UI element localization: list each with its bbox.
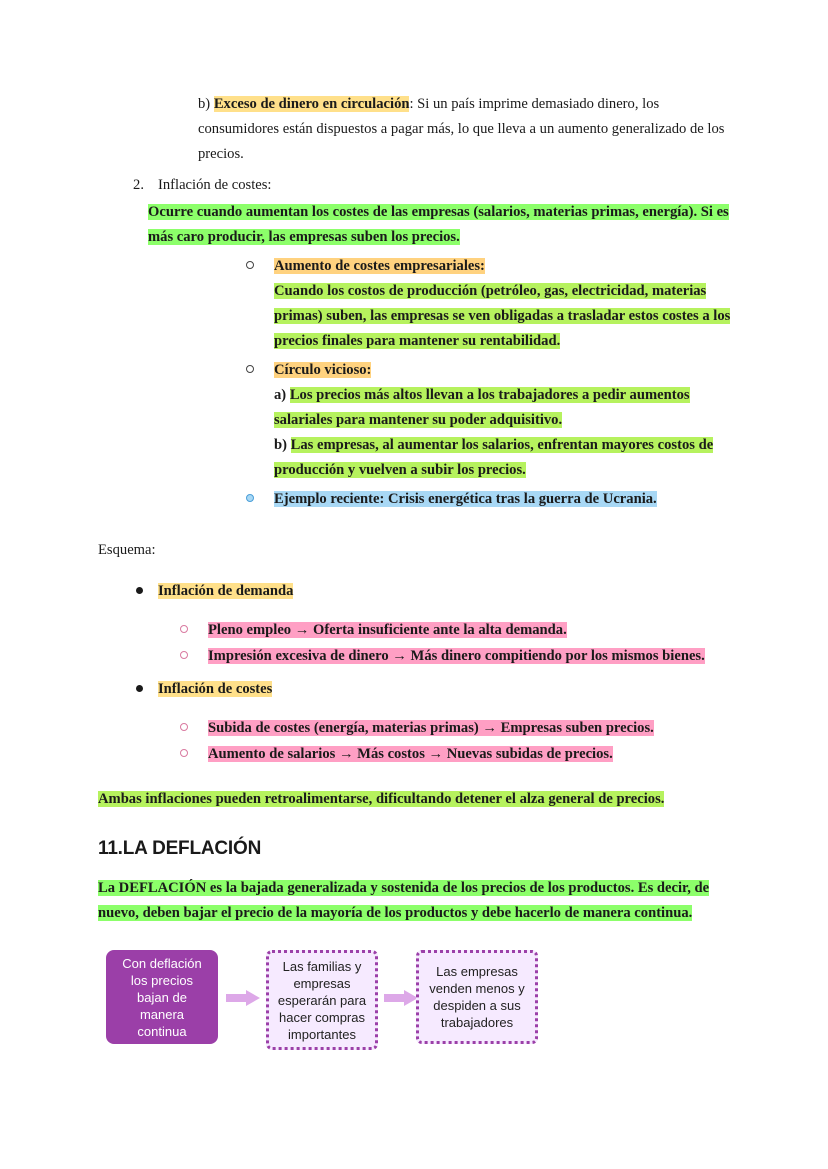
- circle-bullet-icon: [180, 723, 188, 731]
- sub-marker-b: b): [274, 437, 287, 453]
- deflacion-paragraph: La DEFLACIÓN es la bajada generalizada y sostenida de los precios de los productos. Es decir, de nuevo, deben bajar el precio de la mayoría de los productos y debe hacerlo de manera continua.: [98, 880, 710, 921]
- flow-box-3: Las empresas venden menos y despiden a sus trabajadores: [416, 950, 538, 1044]
- bullet-aumento-costes: [246, 254, 738, 279]
- item2-highlight-paragraph: Ocurre cuando aumentan los costes de las empresas (salarios, materias primas, energía). Si es más caro producir, las empresas suben los precios.: [148, 204, 729, 245]
- esquema-groups: [130, 579, 738, 767]
- esquema-group-demanda: [130, 579, 738, 604]
- circulo-vicioso-sub-b: b) Las empresas, al aumentar los salarios, enfrentan mayores costos de producción y vuelven a subir los precios.: [274, 437, 714, 478]
- item2-bullets: [246, 254, 738, 512]
- bullet-ejemplo-reciente: [246, 487, 738, 512]
- flow-box-1: Con deflación los precios bajan de manera continua: [106, 950, 218, 1044]
- esquema-demanda-items: [180, 618, 738, 669]
- list-item: Impresión excesiva de dinero → Más dinero compitiendo por los mismos bienes.: [180, 644, 738, 669]
- list-item: Subida de costes (energía, materias primas) → Empresas suben precios.: [180, 716, 738, 741]
- list-item: Pleno empleo → Oferta insuficiente ante la alta demanda.: [180, 618, 738, 643]
- flow-box-2: Las familias y empresas esperarán para hacer compras importantes: [266, 950, 378, 1050]
- circulo-vicioso-sub-a: a) Los precios más altos llevan a los trabajadores a pedir aumentos salariales para mantener su poder adquisitivo.: [274, 387, 690, 428]
- circle-bullet-icon: [180, 749, 188, 757]
- circle-bullet-icon: [246, 261, 254, 269]
- list-item: Aumento de salarios → Más costos → Nuevas subidas de precios.: [180, 742, 738, 767]
- circle-bullet-icon: [180, 651, 188, 659]
- esquema-label: Esquema:: [98, 542, 156, 558]
- arrow-right-icon: [384, 990, 418, 1006]
- esquema-closing-paragraph: Ambas inflaciones pueden retroalimentarse, dificultando detener el alza general de precios.: [98, 791, 665, 807]
- sub-marker-a: a): [274, 387, 287, 403]
- esquema-costes-items: [180, 716, 738, 767]
- list-number-2: 2.: [133, 177, 144, 193]
- circle-bullet-icon: [246, 494, 254, 502]
- esquema-group-costes-title: Inflación de costes: [158, 681, 273, 697]
- circle-bullet-icon: [180, 625, 188, 633]
- item2-title: Inflación de costes:: [158, 177, 272, 193]
- bullet-aumento-costes-body: Cuando los costos de producción (petróleo, gas, electricidad, materias primas) suben, las empresas se ven obligadas a trasladar estos costes a los precios finales para mantener su rentabilidad.: [274, 283, 731, 349]
- esquema-group-demanda-title: Inflación de demanda: [158, 583, 294, 599]
- circle-bullet-icon: [246, 365, 254, 373]
- numbered-item-2: [120, 173, 738, 198]
- document-body: [98, 92, 738, 1058]
- bullet-circulo-vicioso-heading: Círculo vicioso:: [274, 362, 372, 378]
- paragraph-exceso-dinero: [198, 92, 738, 167]
- dot-bullet-icon: [136, 587, 143, 594]
- esquema-group-costes: [130, 677, 738, 702]
- page-title-deflacion: 11.LA DEFLACIÓN: [98, 838, 262, 859]
- arrow-right-icon: [226, 990, 260, 1006]
- paragraph-exceso-dinero-rest: : Si un país imprime demasiado dinero, los consumidores están dispuestos a pagar más, lo que lleva a un aumento generalizado de los precios.: [198, 96, 725, 162]
- bullet-ejemplo-reciente-heading: Ejemplo reciente: Crisis energética tras la guerra de Ucrania.: [274, 491, 657, 507]
- dot-bullet-icon: [136, 685, 143, 692]
- highlight-exceso-dinero: Exceso de dinero en circulación: [213, 96, 410, 112]
- bullet-aumento-costes-heading: Aumento de costes empresariales:: [274, 258, 485, 274]
- deflacion-flow-diagram: [98, 948, 738, 1058]
- bullet-circulo-vicioso: [246, 358, 738, 383]
- list-marker-b: b): [198, 96, 211, 112]
